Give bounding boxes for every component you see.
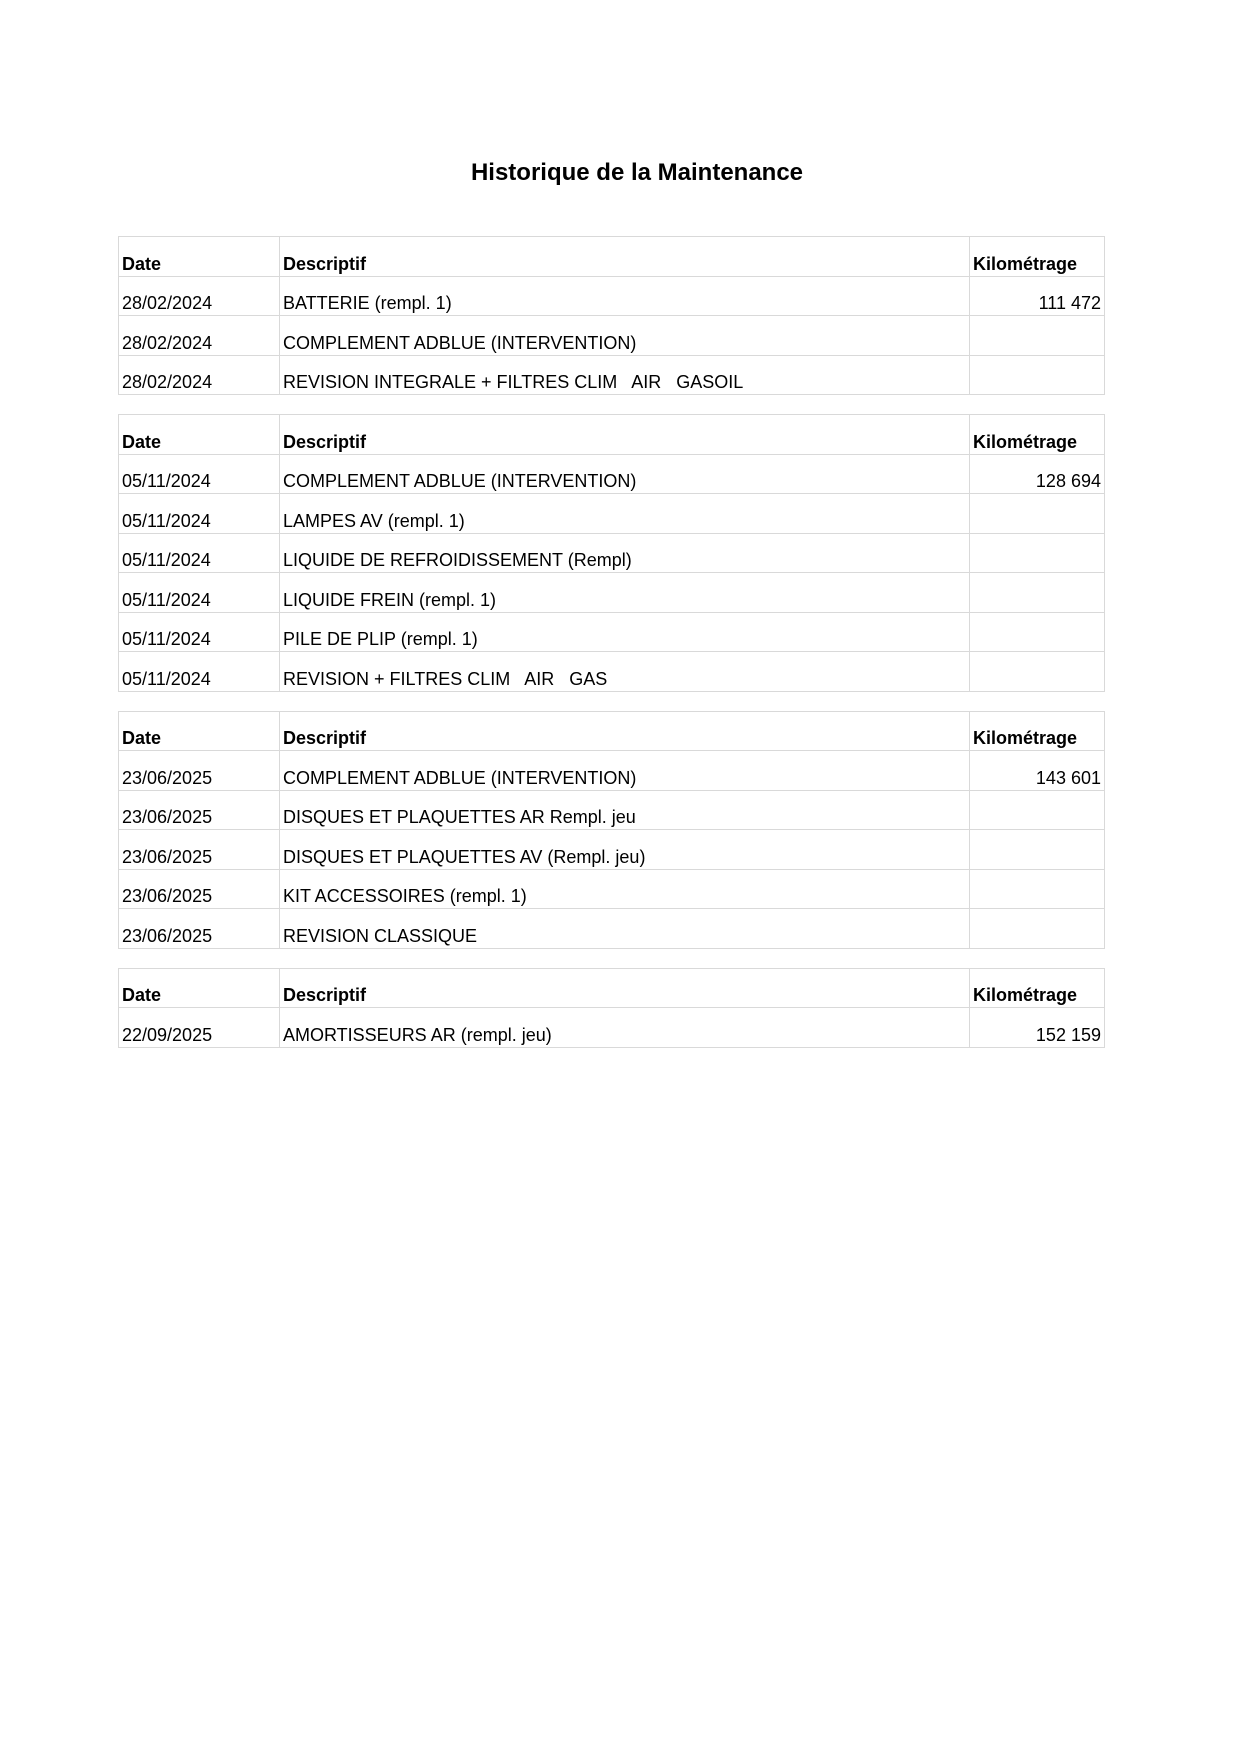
column-header-description: Descriptif — [280, 415, 970, 455]
table-header-row — [119, 711, 1105, 751]
mileage-cell — [970, 494, 1105, 534]
column-header-description: Descriptif — [280, 711, 970, 751]
table-row — [119, 276, 1105, 316]
mileage-cell: 111 472 — [970, 276, 1105, 316]
mileage-cell — [970, 355, 1105, 395]
column-header-date: Date — [119, 415, 280, 455]
date-cell: 05/11/2024 — [119, 573, 280, 613]
description-cell: DISQUES ET PLAQUETTES AV (Rempl. jeu) — [280, 830, 970, 870]
mileage-cell: 152 159 — [970, 1008, 1105, 1048]
column-header-mileage: Kilométrage — [970, 968, 1105, 1008]
table-row — [119, 869, 1105, 909]
maintenance-table — [118, 711, 1105, 949]
mileage-cell — [970, 316, 1105, 356]
description-cell: LIQUIDE FREIN (rempl. 1) — [280, 573, 970, 613]
description-cell: COMPLEMENT ADBLUE (INTERVENTION) — [280, 316, 970, 356]
column-header-mileage: Kilométrage — [970, 711, 1105, 751]
description-cell: REVISION INTEGRALE + FILTRES CLIM AIR GASOIL — [280, 355, 970, 395]
column-header-mileage: Kilométrage — [970, 237, 1105, 277]
description-cell: REVISION CLASSIQUE — [280, 909, 970, 949]
table-row — [119, 652, 1105, 692]
table-row — [119, 830, 1105, 870]
date-cell: 28/02/2024 — [119, 355, 280, 395]
date-cell: 05/11/2024 — [119, 652, 280, 692]
mileage-cell — [970, 869, 1105, 909]
date-cell: 22/09/2025 — [119, 1008, 280, 1048]
column-header-mileage: Kilométrage — [970, 415, 1105, 455]
description-cell: KIT ACCESSOIRES (rempl. 1) — [280, 869, 970, 909]
mileage-cell — [970, 612, 1105, 652]
description-cell: LIQUIDE DE REFROIDISSEMENT (Rempl) — [280, 533, 970, 573]
description-cell: COMPLEMENT ADBLUE (INTERVENTION) — [280, 751, 970, 791]
maintenance-history — [118, 236, 1104, 1067]
table-row — [119, 1008, 1105, 1048]
table-row — [119, 751, 1105, 791]
mileage-cell — [970, 533, 1105, 573]
mileage-cell — [970, 790, 1105, 830]
maintenance-table — [118, 236, 1105, 395]
date-cell: 23/06/2025 — [119, 909, 280, 949]
date-cell: 05/11/2024 — [119, 494, 280, 534]
page-title: Historique de la Maintenance — [470, 159, 804, 186]
date-cell: 28/02/2024 — [119, 276, 280, 316]
date-cell: 23/06/2025 — [119, 751, 280, 791]
table-row — [119, 494, 1105, 534]
table-header-row — [119, 415, 1105, 455]
date-cell: 05/11/2024 — [119, 533, 280, 573]
date-cell: 28/02/2024 — [119, 316, 280, 356]
table-header-row — [119, 968, 1105, 1008]
column-header-description: Descriptif — [280, 237, 970, 277]
maintenance-table — [118, 414, 1105, 692]
table-row — [119, 790, 1105, 830]
description-cell: BATTERIE (rempl. 1) — [280, 276, 970, 316]
table-header-row — [119, 237, 1105, 277]
column-header-date: Date — [119, 237, 280, 277]
mileage-cell — [970, 573, 1105, 613]
date-cell: 23/06/2025 — [119, 790, 280, 830]
date-cell: 05/11/2024 — [119, 454, 280, 494]
table-row — [119, 355, 1105, 395]
description-cell: AMORTISSEURS AR (rempl. jeu) — [280, 1008, 970, 1048]
mileage-cell — [970, 830, 1105, 870]
column-header-date: Date — [119, 968, 280, 1008]
table-row — [119, 909, 1105, 949]
description-cell: COMPLEMENT ADBLUE (INTERVENTION) — [280, 454, 970, 494]
description-cell: REVISION + FILTRES CLIM AIR GAS — [280, 652, 970, 692]
mileage-cell: 128 694 — [970, 454, 1105, 494]
table-row — [119, 533, 1105, 573]
date-cell: 05/11/2024 — [119, 612, 280, 652]
mileage-cell — [970, 909, 1105, 949]
date-cell: 23/06/2025 — [119, 869, 280, 909]
table-row — [119, 612, 1105, 652]
mileage-cell — [970, 652, 1105, 692]
column-header-description: Descriptif — [280, 968, 970, 1008]
description-cell: LAMPES AV (rempl. 1) — [280, 494, 970, 534]
table-row — [119, 573, 1105, 613]
description-cell: DISQUES ET PLAQUETTES AR Rempl. jeu — [280, 790, 970, 830]
maintenance-table — [118, 968, 1105, 1048]
description-cell: PILE DE PLIP (rempl. 1) — [280, 612, 970, 652]
column-header-date: Date — [119, 711, 280, 751]
mileage-cell: 143 601 — [970, 751, 1105, 791]
table-row — [119, 454, 1105, 494]
table-row — [119, 316, 1105, 356]
date-cell: 23/06/2025 — [119, 830, 280, 870]
